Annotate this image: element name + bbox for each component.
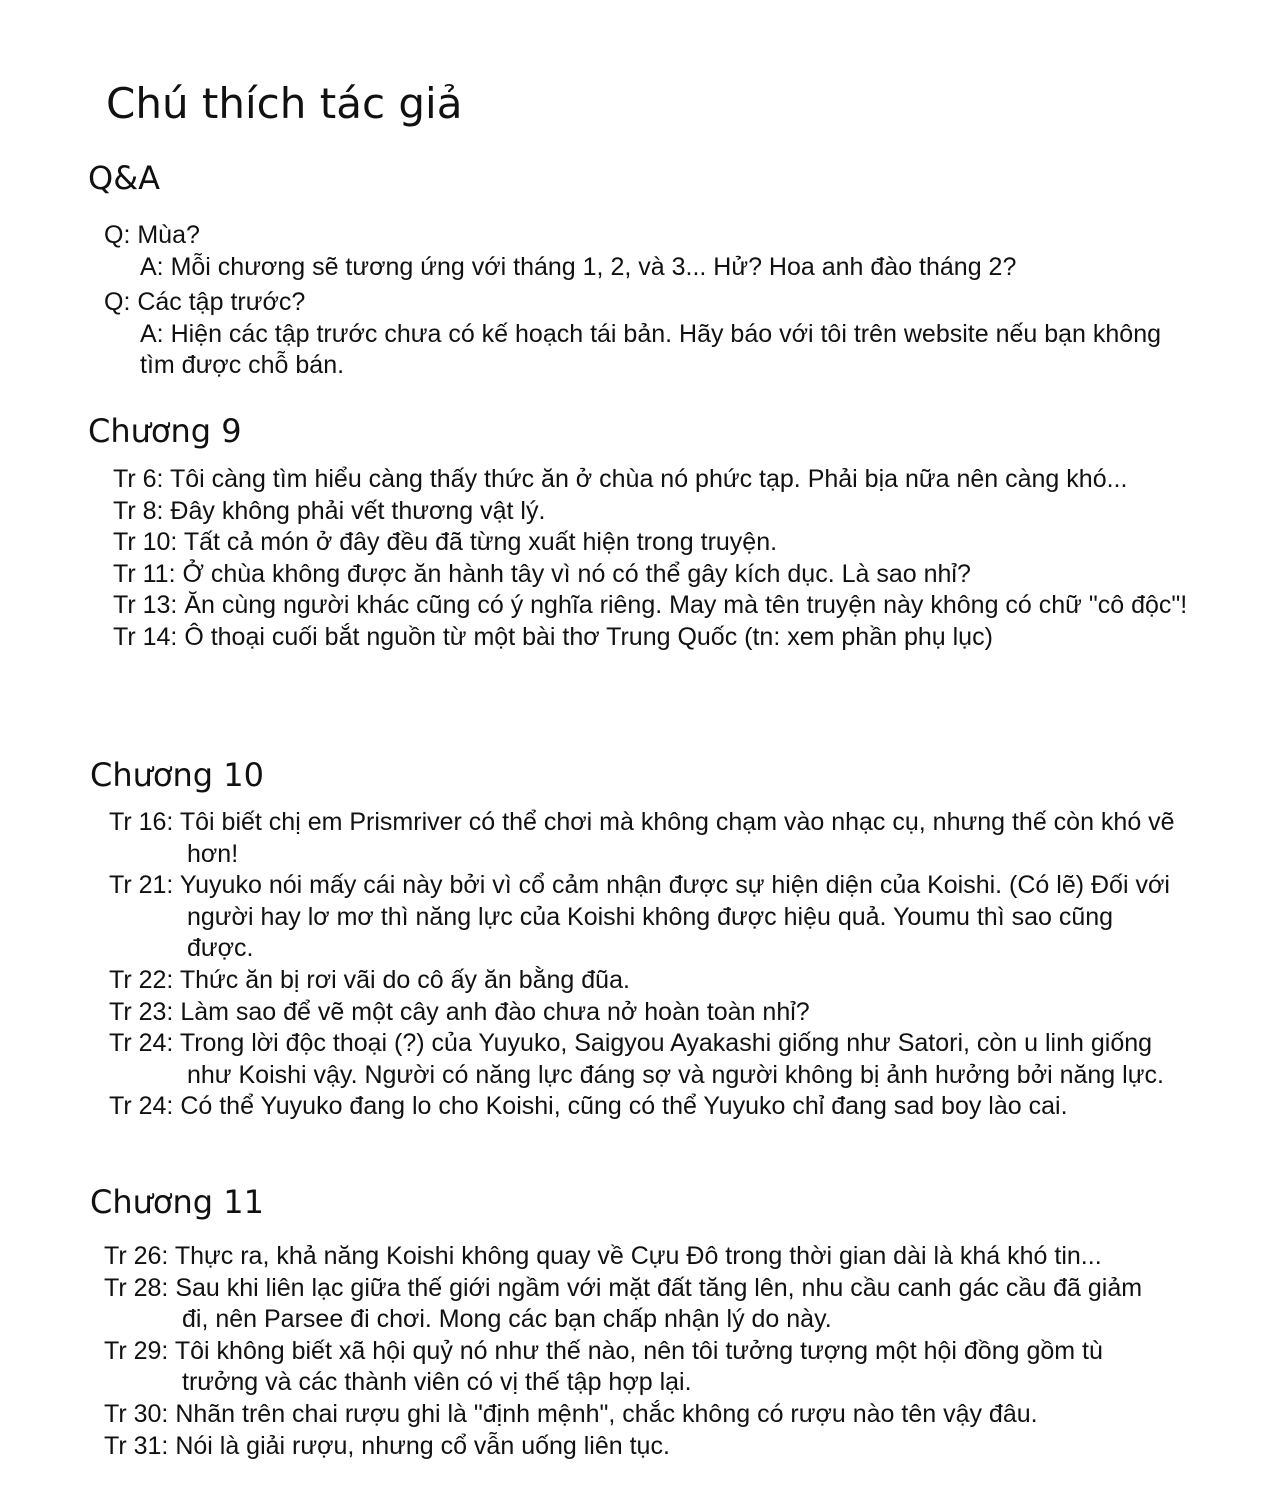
qa-item [104,287,1184,382]
note-item: Tr 24: Có thể Yuyuko đang lo cho Koishi, cũng có thể Yuyuko chỉ đang sad boy lào cai. [109,1092,1068,1121]
page-title: Chú thích tác giả [106,79,463,128]
note-item: Tr 6: Tôi càng tìm hiểu càng thấy thức ăn ở chùa nó phức tạp. Phải bịa nữa nên càng khó... [113,465,1128,493]
note-item: Tr 11: Ở chùa không được ăn hành tây vì nó có thể gây kích dục. Là sao nhỉ? [113,559,971,588]
chapter-10-notes [109,807,1179,1123]
note-item: Tr 29: Tôi không biết xã hội quỷ nó như thế nào, nên tôi tưởng tượng một hội đồng gồm tù trưởng và các thành viên có vị thế tập hợp lại. [104,1336,1103,1397]
qa-answer: A: Hiện các tập trước chưa có kế hoạch tái bản. Hãy báo với tôi trên website nếu bạn không tìm được chỗ bán. [140,319,1161,380]
qa-question: Q: Các tập trước? [104,288,306,316]
note-item: Tr 23: Làm sao để vẽ một cây anh đào chưa nở hoàn toàn nhỉ? [109,997,810,1026]
note-item: Tr 30: Nhãn trên chai rượu ghi là "định mệnh", chắc không có rượu nào tên vậy đâu. [104,1399,1038,1428]
note-item: Tr 28: Sau khi liên lạc giữa thế giới ngầm với mặt đất tăng lên, nhu cầu canh gác cầu đã giảm đi, nên Parsee đi chơi. Mong các bạn chấp nhận lý do này. [104,1273,1143,1334]
chapter-9-heading: Chương 9 [88,412,242,450]
note-item: Tr 31: Nói là giải rượu, nhưng cổ vẫn uống liên tục. [104,1431,670,1460]
note-item: Tr 22: Thức ăn bị rơi vãi do cô ấy ăn bằng đũa. [109,965,630,994]
note-item: Tr 14: Ô thoại cuối bắt nguồn từ một bài thơ Trung Quốc (tn: xem phần phụ lục) [113,622,993,651]
chapter-10-heading: Chương 10 [90,756,264,794]
chapter-9-notes [113,464,1188,654]
chapter-11-notes [104,1241,1174,1462]
chapter-11-heading: Chương 11 [90,1183,264,1221]
qa-heading: Q&A [88,159,161,197]
note-item: Tr 10: Tất cả món ở đây đều đã từng xuất hiện trong truyện. [113,528,778,557]
note-item: Tr 21: Yuyuko nói mấy cái này bởi vì cổ cảm nhận được sự hiện diện của Koishi. (Có lẽ) Đối với người hay lơ mơ thì năng lực của Koishi không được hiệu quả. Youmu thì sao cũng được. [109,871,1170,963]
note-item: Tr 8: Đây không phải vết thương vật lý. [113,496,546,525]
qa-question: Q: Mùa? [104,221,200,249]
qa-answer: A: Mỗi chương sẽ tương ứng với tháng 1, 2, và 3... Hử? Hoa anh đào tháng 2? [140,252,1017,281]
note-item: Tr 13: Ăn cùng người khác cũng có ý nghĩa riêng. May mà tên truyện này không có chữ "cô độc"! [113,591,1188,620]
qa-item [104,220,1184,283]
note-item: Tr 24: Trong lời độc thoại (?) của Yuyuko, Saigyou Ayakashi giống như Satori, còn u linh giống như Koishi vậy. Người có năng lực đáng sợ và người không bị ảnh hưởng bởi năng lực. [109,1029,1164,1089]
note-item: Tr 26: Thực ra, khả năng Koishi không quay về Cựu Đô trong thời gian dài là khá khó tin... [104,1242,1102,1270]
note-item: Tr 16: Tôi biết chị em Prismriver có thể chơi mà không chạm vào nhạc cụ, nhưng thế còn khó vẽ hơn! [109,808,1175,868]
